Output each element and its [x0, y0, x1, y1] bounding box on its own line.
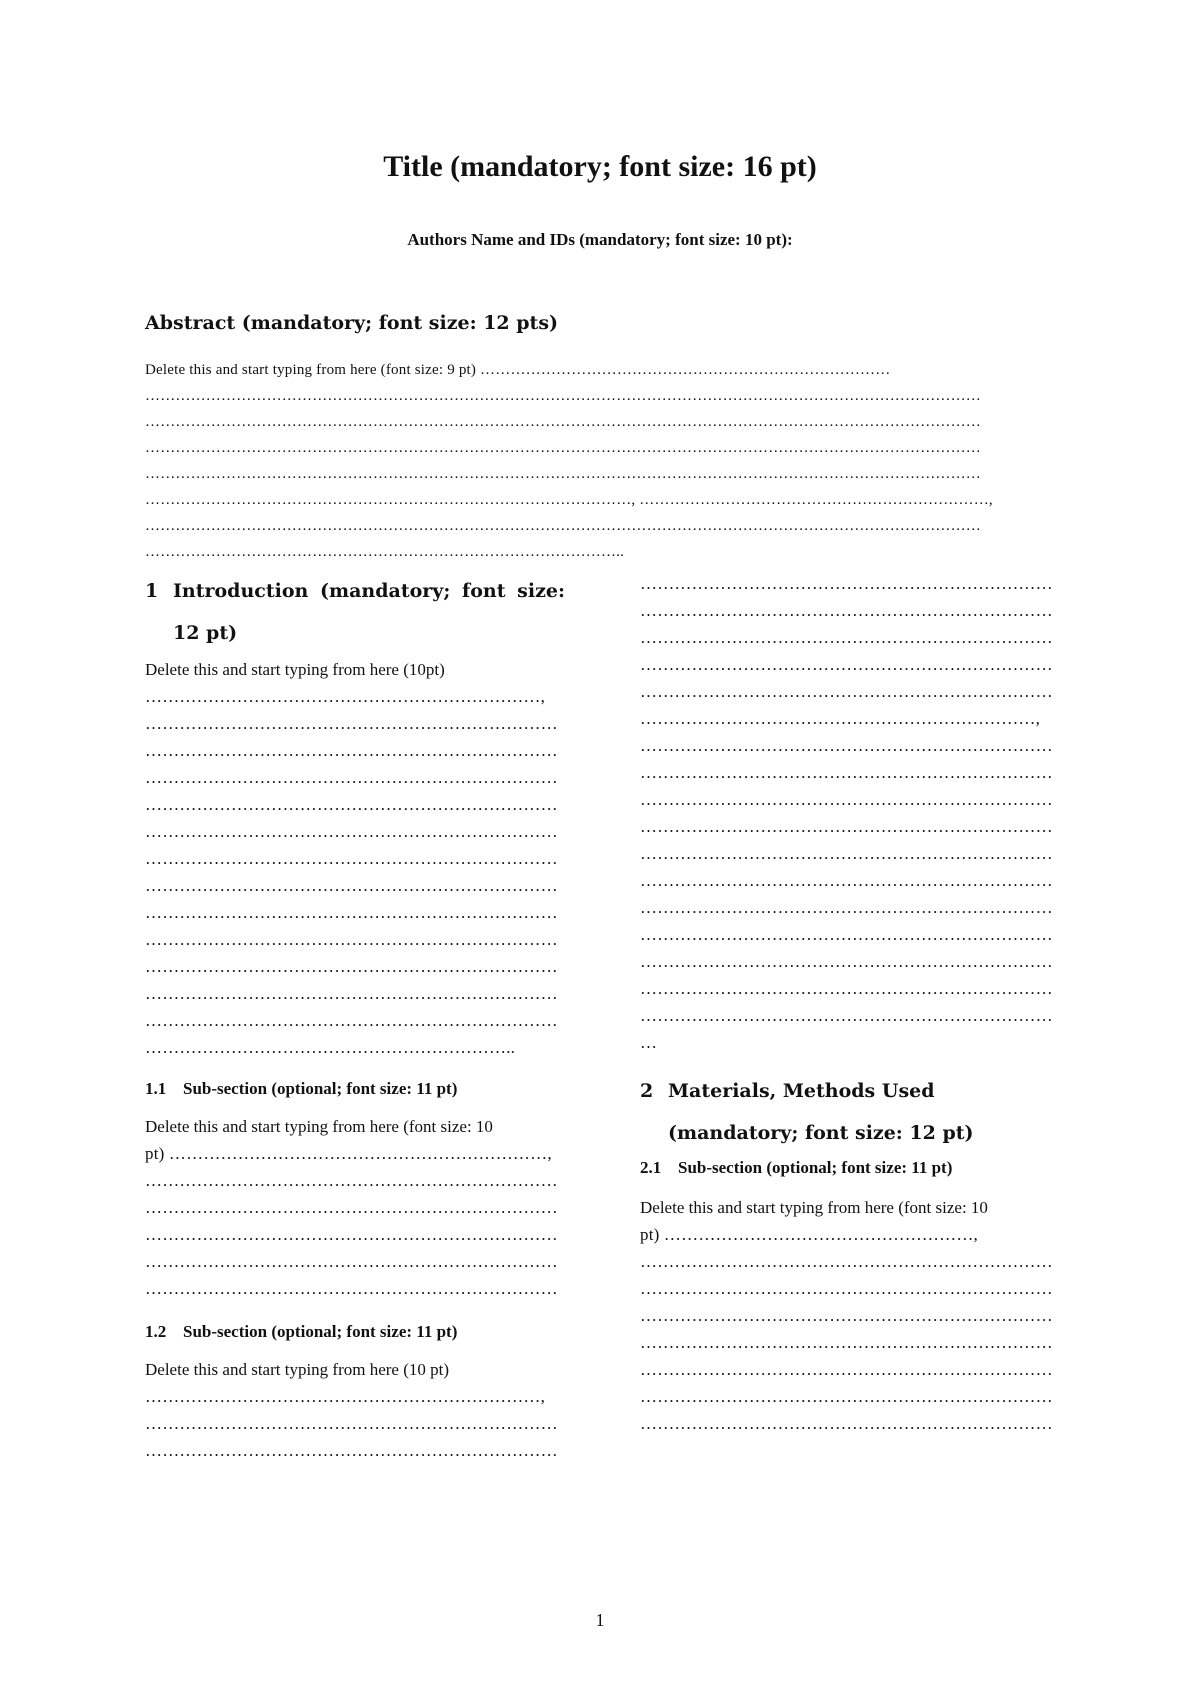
abstract-line: Delete this and start typing from here (font size: 9 pt) ……………………………………………………………………… [145, 362, 891, 378]
body-line: ……………………………………………………………… [640, 925, 1053, 944]
body-line: ……………………………………………………………… [640, 979, 1053, 998]
body-line: ……………………………………………………………… [640, 601, 1053, 620]
section-1-heading [145, 570, 565, 654]
abstract-line: ………………………………………………………………………………………………………………………………………………… [145, 388, 981, 404]
abstract-line: ………………………………………………………………………………………………………………………………………………… [145, 414, 981, 430]
abstract-line: ……………………………………………………………………………………, ……………………………………………………………, [145, 492, 993, 508]
body-line: ……………………………………………………………… [640, 790, 1053, 809]
subsection-1-2-body [145, 1356, 565, 1464]
body-line: ……………………………………………………………… [145, 930, 558, 949]
body-line: ……………………………………………………………… [640, 1333, 1053, 1352]
body-line: … [640, 1033, 658, 1052]
body-line: ……………………………………………………………… [640, 736, 1053, 755]
body-line: pt) …………………………………………………………, [145, 1144, 552, 1163]
abstract-line: ………………………………………………………………………………………………………………………………………………… [145, 518, 981, 534]
body-line: ……………………………………………………………… [145, 1441, 558, 1460]
body-line: ……………………………………………………………, [145, 1387, 546, 1406]
section-number: 1 [145, 580, 159, 602]
subsection-2-1-heading [640, 1158, 1070, 1178]
body-line: ……………………………………………………………… [640, 682, 1053, 701]
body-line: ……………………………………………………………… [640, 1306, 1053, 1325]
body-line: ……………………………………………………………, [145, 687, 546, 706]
body-line: ……………………………………………………………… [145, 1011, 558, 1030]
section-2-heading [640, 1070, 1070, 1154]
subsection-1-1-heading [145, 1079, 565, 1099]
page-number: 1 [595, 1610, 605, 1630]
abstract-line: ………………………………………………………………………………………………………………………………………………… [145, 466, 981, 482]
body-line: ……………………………………………………………… [640, 898, 1053, 917]
body-line: ……………………………………………………………… [145, 876, 558, 895]
body-line: ……………………………………………………………… [145, 1198, 558, 1217]
body-line: ……………………………………………………………… [640, 952, 1053, 971]
body-line: ……………………………………………………………… [145, 1252, 558, 1271]
authors-line: Authors Name and IDs (mandatory; font size: 10 pt): [407, 230, 793, 249]
body-line: ……………………………………………………………… [145, 795, 558, 814]
section-title: Introduction (mandatory; font size: 12 pt) [173, 580, 565, 644]
body-line: ……………………………………………………………… [640, 871, 1053, 890]
body-line: ……………………………………………………………… [640, 574, 1053, 593]
paragraph-lead: Delete this and start typing from here (10 pt) [145, 1360, 450, 1379]
body-line: ……………………………………………………………… [145, 1279, 558, 1298]
body-line: ……………………………………………………………… [145, 1414, 558, 1433]
subsection-number: 1.2 [145, 1322, 167, 1341]
subsection-2-1-body [640, 1194, 1070, 1437]
body-line: pt) ………………………………………………, [640, 1225, 978, 1244]
abstract-body [145, 357, 1060, 565]
abstract-line: ………………………………………………………………………………….. [145, 544, 625, 560]
paragraph-lead: Delete this and start typing from here (10pt) [145, 660, 445, 679]
subsection-number: 1.1 [145, 1079, 167, 1098]
body-line: ……………………………………………………………… [640, 1006, 1053, 1025]
abstract-line: ………………………………………………………………………………………………………………………………………………… [145, 440, 981, 456]
body-line: ……………………………………………………………… [640, 1279, 1053, 1298]
section-1-body [145, 656, 565, 1061]
left-column [145, 570, 565, 1464]
body-line: ……………………………………………………………… [145, 741, 558, 760]
subsection-title: Sub-section (optional; font size: 11 pt) [183, 1322, 458, 1341]
subsection-1-2-heading [145, 1322, 565, 1342]
paragraph-lead: Delete this and start typing from here (font size: 10 [145, 1117, 493, 1136]
body-line: ……………………………………………………………… [640, 1414, 1053, 1433]
body-line: ……………………………………………………………… [640, 817, 1053, 836]
abstract-heading: Abstract (mandatory; font size: 12 pts) [145, 312, 558, 334]
body-line: ……………………………………………………………… [640, 1360, 1053, 1379]
body-line: ……………………………………………………………, [640, 709, 1041, 728]
body-line: ……………………………………………………………… [145, 903, 558, 922]
body-line: ……………………………………………………………… [640, 1252, 1053, 1271]
section-title: Materials, Methods Used (mandatory; font size: 12 pt) [668, 1080, 974, 1144]
body-line: ……………………………………………………………… [640, 1387, 1053, 1406]
body-line: ……………………………………………………………… [145, 768, 558, 787]
body-line: ……………………………………………………………… [640, 628, 1053, 647]
body-line: ……………………………………………………………… [145, 984, 558, 1003]
section-number: 2 [640, 1080, 654, 1102]
subsection-1-1-body [145, 1113, 565, 1302]
paper-title: Title (mandatory; font size: 16 pt) [383, 150, 817, 183]
body-line: ……………………………………………………………… [145, 1171, 558, 1190]
paragraph-lead: Delete this and start typing from here (font size: 10 [640, 1198, 988, 1217]
body-line: ……………………………………………………….. [145, 1038, 516, 1057]
right-column [640, 570, 1070, 1437]
subsection-title: Sub-section (optional; font size: 11 pt) [183, 1079, 458, 1098]
body-line: ……………………………………………………………… [145, 822, 558, 841]
subsection-title: Sub-section (optional; font size: 11 pt) [678, 1158, 953, 1177]
continued-text [640, 570, 1070, 1056]
body-line: ……………………………………………………………… [145, 714, 558, 733]
body-line: ……………………………………………………………… [640, 763, 1053, 782]
body-line: ……………………………………………………………… [640, 844, 1053, 863]
body-line: ……………………………………………………………… [145, 849, 558, 868]
body-line: ……………………………………………………………… [145, 1225, 558, 1244]
body-line: ……………………………………………………………… [640, 655, 1053, 674]
subsection-number: 2.1 [640, 1158, 662, 1177]
body-line: ……………………………………………………………… [145, 957, 558, 976]
